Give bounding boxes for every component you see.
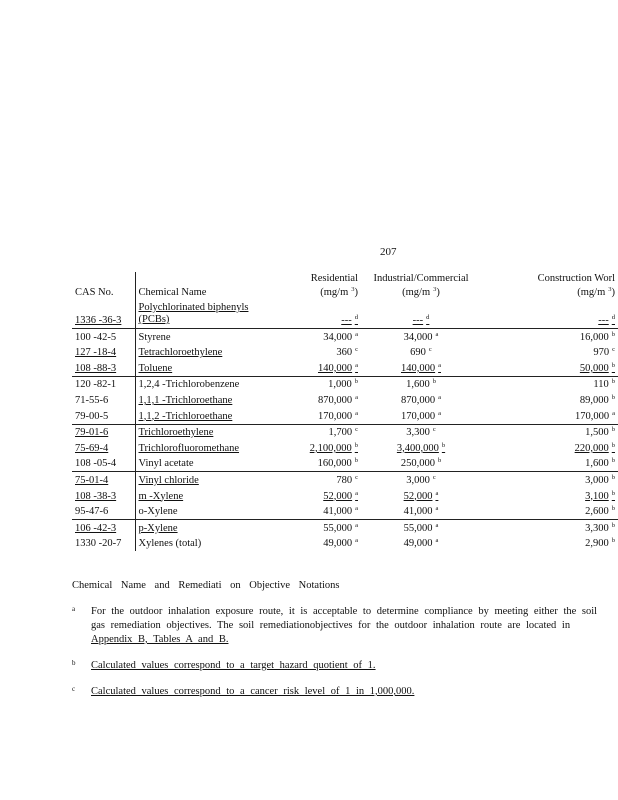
- industrial-value-cell: 3,400,000 $^b$: [396, 441, 446, 454]
- header-construction-label: Construction Worl: [537, 273, 615, 284]
- footnote-marker: b: [611, 393, 615, 401]
- table-row: [72, 488, 618, 504]
- residential-value-cell: 41,000 $^a$: [273, 504, 361, 520]
- cas-number-cell: 79-01-6: [75, 427, 109, 439]
- residential-value-cell: --- $^d$: [273, 300, 361, 329]
- industrial-value-cell: 690 $^c$: [410, 346, 432, 359]
- header-residential-label: Residential: [310, 273, 358, 284]
- footnote-marker: b: [611, 505, 615, 513]
- table-row: [72, 440, 618, 456]
- chemical-name-cell: 1,1,2 -Trichloroethane: [135, 408, 273, 424]
- footnote-marker: c: [355, 426, 358, 434]
- table-row: [72, 424, 618, 440]
- cas-number-cell: 120 -82-1: [75, 379, 117, 391]
- industrial-value-cell: 140,000 $^a$: [361, 360, 481, 376]
- residential-value-cell: 170,000 $^a$: [273, 408, 361, 424]
- cas-number-cell: 75-69-4: [75, 442, 109, 454]
- residential-value-cell: 870,000 $^a$: [317, 393, 358, 406]
- table-row: [72, 456, 618, 472]
- chemical-name-cell: p-Xylene: [135, 520, 273, 536]
- footnote-marker: d: [426, 314, 430, 321]
- footnote-marker: d: [354, 314, 358, 321]
- table-row: [72, 360, 618, 376]
- construction-value-cell: 3,000 $^b$: [585, 473, 615, 486]
- cas-number-cell: 108 -05-4: [72, 456, 135, 472]
- footnote-marker: b: [354, 378, 358, 386]
- chemical-name-cell: Polychlorinated biphenyls (PCBs): [135, 300, 273, 329]
- footnote-marker: c: [432, 473, 436, 481]
- header-industrial-unit: (mg/m $^3$): [402, 286, 440, 298]
- construction-value-cell: 16,000 $^b$: [579, 330, 615, 343]
- industrial-value-cell: 49,000 $^a$: [403, 537, 439, 550]
- industrial-value-cell: 3,000 $^c$: [406, 473, 436, 486]
- note-b: [72, 659, 618, 673]
- footnote-marker: b: [611, 521, 615, 529]
- header-industrial: [361, 272, 481, 300]
- residential-value-cell: 52,000 $^a$: [323, 489, 358, 502]
- footnote-marker: b: [611, 489, 615, 497]
- footnote-marker: b: [432, 378, 436, 386]
- construction-value-cell: 220,000 $^b$: [574, 441, 615, 454]
- footnote-marker: a: [612, 409, 615, 417]
- footnote-marker: a: [355, 330, 358, 338]
- industrial-value-cell: 3,300 $^c$: [406, 426, 436, 439]
- note-a-line-3: Appendix B, Tables A and B.: [91, 634, 229, 645]
- chemical-name-cell: Vinyl chloride: [135, 472, 273, 488]
- footnote-marker: a: [435, 521, 439, 529]
- page-number: 207: [380, 246, 397, 258]
- footnote-marker: a: [355, 361, 358, 369]
- header-construction-unit: (mg/m $^3$): [577, 286, 615, 298]
- construction-value-cell: 1,600 $^b$: [481, 456, 618, 472]
- industrial-value-cell: 170,000 $^a$: [361, 408, 481, 424]
- residential-value-cell: 49,000 $^a$: [323, 537, 358, 550]
- cas-number-cell: 108 -38-3: [75, 490, 117, 502]
- header-cas: CAS No.: [75, 287, 114, 298]
- footnote-marker: b: [611, 361, 615, 369]
- industrial-value-cell: 41,000 $^a$: [361, 504, 481, 520]
- footnote-marker: b: [611, 441, 615, 449]
- cas-number-cell: 1330 -20-7: [75, 538, 122, 550]
- cas-number-cell: 75-01-4: [75, 474, 109, 486]
- table-row: [72, 536, 618, 552]
- industrial-value-cell: 34,000 $^a$: [403, 330, 439, 343]
- table-row: [72, 300, 618, 329]
- cas-number-cell: 79-00-5: [72, 408, 135, 424]
- chemical-name-cell: Vinyl acetate: [135, 456, 273, 472]
- footnote-marker: b: [611, 426, 615, 434]
- footnote-marker: b: [611, 457, 615, 465]
- construction-value-cell: 50,000 $^b$: [481, 360, 618, 376]
- note-a-marker: a: [72, 605, 76, 613]
- footnote-marker: c: [355, 346, 358, 354]
- header-residential-unit: (mg/m $^3$): [320, 286, 358, 298]
- table-row: [72, 408, 618, 424]
- note-a-line-1: For the outdoor inhalation exposure route, it is acceptable to determine compliance by meeting either the soil: [91, 606, 598, 617]
- footnote-marker: a: [435, 505, 439, 513]
- footnote-marker: b: [611, 537, 615, 545]
- chemical-name-cell: Xylenes (total): [135, 536, 273, 552]
- residential-value-cell: 780 $^c$: [336, 473, 358, 486]
- cas-number-cell: 100 -42-5: [75, 331, 117, 343]
- footnote-marker: c: [355, 473, 358, 481]
- footnote-marker: d: [611, 314, 615, 321]
- table-row: [72, 504, 618, 520]
- table-row: [72, 376, 618, 392]
- note-c-marker: c: [72, 685, 76, 693]
- residential-value-cell: 360 $^c$: [336, 346, 358, 359]
- industrial-value-cell: 55,000 $^a$: [403, 521, 439, 534]
- chemical-name-cell: Toluene: [135, 360, 273, 376]
- construction-value-cell: 2,600 $^b$: [481, 504, 618, 520]
- chemical-name-cell: 1,1,1 -Trichloroethane: [135, 392, 273, 408]
- table-header-row: [72, 272, 618, 300]
- construction-value-cell: 3,100 $^b$: [585, 489, 615, 502]
- residential-value-cell: 1,000 $^b$: [328, 378, 358, 391]
- footnote-marker: a: [435, 537, 439, 545]
- residential-value-cell: 1,700 $^c$: [328, 426, 358, 439]
- table-row: [72, 392, 618, 408]
- cas-number-cell: 127 -18-4: [75, 347, 117, 359]
- chemical-name-cell: o-Xylene: [135, 504, 273, 520]
- notations-title: Chemical Name and Remediati on Objective Notations: [72, 580, 340, 591]
- industrial-value-cell: 52,000 $^a$: [403, 489, 439, 502]
- footnote-marker: a: [435, 489, 439, 497]
- construction-value-cell: --- $^d$: [481, 300, 618, 329]
- table-row: [72, 329, 618, 345]
- residential-value-cell: 140,000 $^a$: [273, 360, 361, 376]
- footnote-marker: a: [438, 393, 441, 401]
- footnote-marker: b: [441, 441, 446, 449]
- remediation-objectives-table: [72, 272, 618, 551]
- industrial-value-cell: 250,000 $^b$: [361, 456, 481, 472]
- footnote-marker: a: [355, 537, 358, 545]
- construction-value-cell: 3,300 $^b$: [585, 521, 615, 534]
- industrial-value-cell: 1,600 $^b$: [406, 378, 436, 391]
- industrial-value-cell: --- $^d$: [361, 300, 481, 329]
- footnote-marker: a: [438, 409, 441, 417]
- chemical-name-cell: 1,2,4 -Trichlorobenzene: [135, 376, 273, 392]
- header-construction: [481, 272, 618, 300]
- residential-value-cell: 160,000 $^b$: [273, 456, 361, 472]
- footnote-marker: a: [355, 505, 358, 513]
- chemical-name-cell: Tetrachloroethylene: [135, 345, 273, 361]
- cas-number-cell: 95-47-6: [72, 504, 135, 520]
- chemical-name-cell: Styrene: [135, 329, 273, 345]
- construction-value-cell: 1,500 $^b$: [585, 426, 615, 439]
- cas-number-cell: 106 -42-3: [75, 522, 117, 534]
- note-c-text: Calculated values correspond to a cancer risk level of 1 in 1,000,000.: [91, 686, 415, 697]
- cas-number-cell: 1336 -36-3: [72, 300, 135, 329]
- residential-value-cell: 34,000 $^a$: [323, 330, 358, 343]
- header-residential: [273, 272, 361, 300]
- residential-value-cell: 55,000 $^a$: [323, 521, 358, 534]
- note-b-marker: b: [72, 659, 76, 667]
- industrial-value-cell: 870,000 $^a$: [400, 393, 441, 406]
- footnote-marker: b: [611, 330, 615, 338]
- footnote-marker: b: [611, 378, 615, 386]
- construction-value-cell: 170,000 $^a$: [481, 408, 618, 424]
- footnote-marker: a: [438, 361, 441, 369]
- footnote-marker: c: [612, 346, 615, 354]
- notations-section: [72, 580, 618, 711]
- footnote-marker: a: [355, 489, 358, 497]
- footnote-marker: a: [355, 409, 358, 417]
- construction-value-cell: 2,900 $^b$: [585, 537, 615, 550]
- chemical-name-cell: Trichlorofluoromethane: [135, 440, 273, 456]
- cas-number-cell: 71-55-6: [75, 394, 109, 406]
- note-a: [72, 605, 618, 647]
- note-a-line-2: gas remediation objectives. The soil remediationobjectives for the outdoor inhalation route are located in: [91, 620, 571, 631]
- footnote-marker: a: [435, 330, 439, 338]
- footnote-marker: b: [437, 457, 442, 465]
- note-c: [72, 685, 618, 699]
- footnote-marker: c: [428, 346, 432, 354]
- footnote-marker: b: [354, 457, 358, 465]
- table-row: [72, 472, 618, 488]
- construction-value-cell: 970 $^c$: [593, 346, 615, 359]
- note-b-text: Calculated values correspond to a target hazard quotient of 1.: [91, 660, 376, 671]
- construction-value-cell: 110 $^b$: [593, 378, 615, 391]
- cas-number-cell: 108 -88-3: [72, 360, 135, 376]
- footnote-marker: a: [355, 521, 358, 529]
- footnote-marker: c: [432, 426, 436, 434]
- chemical-name-cell: m -Xylene: [135, 488, 273, 504]
- footnote-marker: a: [355, 393, 358, 401]
- header-industrial-label: Industrial/Commercial: [373, 273, 469, 284]
- footnote-marker: b: [611, 473, 615, 481]
- chemical-name-cell: Trichloroethylene: [135, 424, 273, 440]
- footnote-marker: b: [354, 441, 358, 449]
- residential-value-cell: 2,100,000 $^b$: [309, 441, 358, 454]
- construction-value-cell: 89,000 $^b$: [579, 393, 615, 406]
- table-row: [72, 520, 618, 536]
- header-chemical-name: Chemical Name: [135, 272, 273, 300]
- table-row: [72, 345, 618, 361]
